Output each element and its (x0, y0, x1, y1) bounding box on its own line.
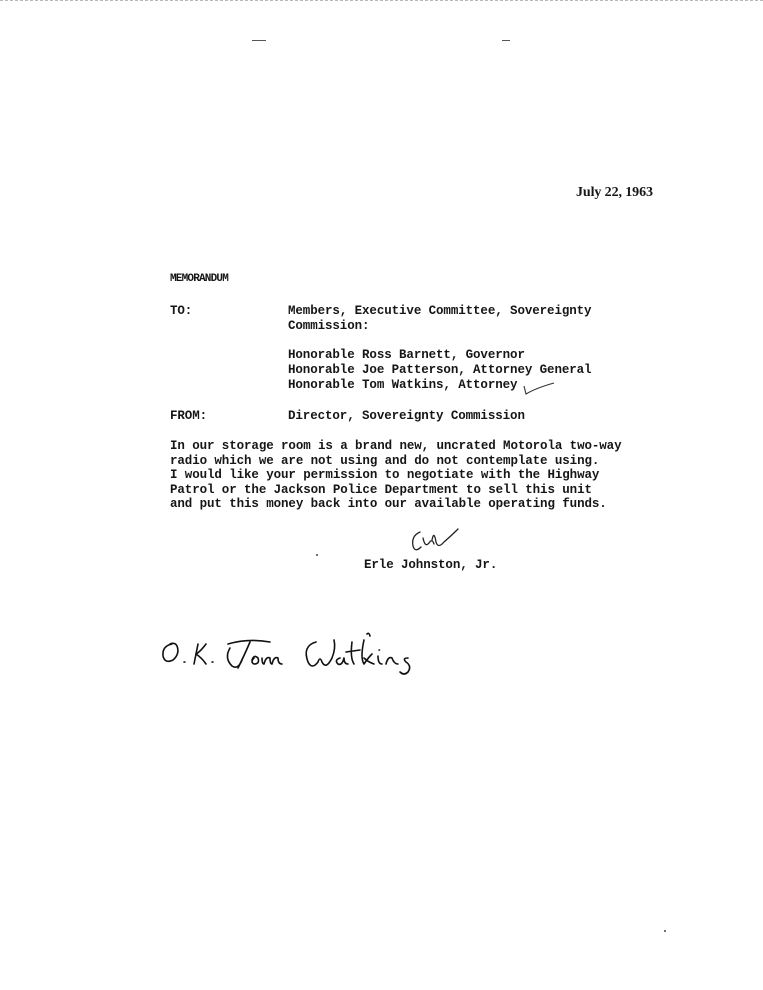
page-edge (0, 0, 763, 3)
body-line: I would like your permission to negotiate with the Highway (170, 468, 600, 482)
to-line: Commission: (288, 318, 370, 333)
body-line: In our storage room is a brand new, uncrated Motorola two-way (170, 439, 622, 453)
body-line: radio which we are not using and do not contemplate using. (170, 453, 600, 468)
punch-mark-left (252, 40, 266, 41)
to-label: TO: (170, 304, 193, 318)
memo-date: July 22, 1963 (576, 185, 653, 200)
speck (664, 930, 666, 932)
initials-signature (408, 526, 464, 556)
checkmark-icon (522, 378, 558, 398)
approval-signature (158, 628, 442, 684)
speck (316, 554, 318, 556)
recipient-line: Honorable Tom Watkins, Attorney (288, 378, 518, 392)
to-line: Members, Executive Committee, Sovereignty (288, 304, 592, 318)
from-value: Director, Sovereignty Commission (288, 409, 525, 423)
recipient-line: Honorable Ross Barnett, Governor (288, 348, 525, 362)
from-label: FROM: (170, 409, 208, 423)
recipient-line: Honorable Joe Patterson, Attorney General (288, 363, 592, 377)
body-line: Patrol or the Jackson Police Department to sell this unit (170, 482, 592, 497)
signature-name: Erle Johnston, Jr. (364, 558, 498, 572)
memo-heading: MEMORANDUM (170, 273, 229, 285)
body-line: and put this money back into our available operating funds. (170, 497, 607, 511)
punch-mark-right (502, 40, 510, 41)
